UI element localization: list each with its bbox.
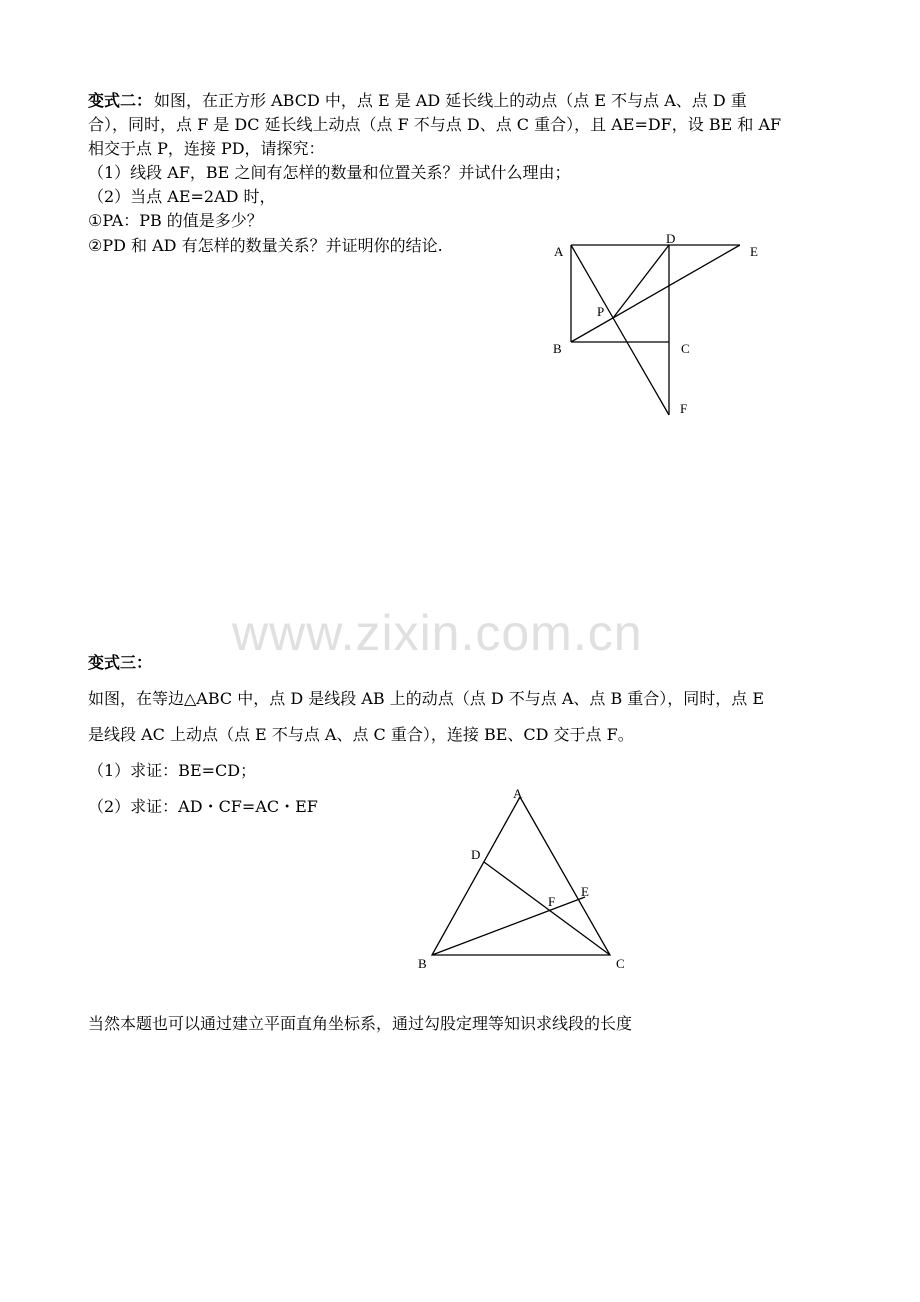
segment-PD <box>613 245 669 318</box>
label-C: C <box>616 956 625 971</box>
variant3-heading: 变式三： <box>88 653 153 672</box>
variant2-question-2-2: ②PD 和 AD 有怎样的数量关系？并证明你的结论. <box>88 236 443 255</box>
label-B: B <box>418 956 427 971</box>
label-D: D <box>666 231 676 246</box>
variant2-question-1: （1）线段 AF，BE 之间有怎样的数量和位置关系？并试什么理由； <box>88 163 571 182</box>
segment-BE <box>571 245 740 342</box>
label-F: F <box>680 401 688 416</box>
variant3-question-1: （1）求证：BE=CD； <box>88 761 257 780</box>
label-C: C <box>681 341 690 356</box>
variant2-question-2-1: ①PA：PB 的值是多少？ <box>88 211 263 230</box>
label-E: E <box>581 884 589 899</box>
variant3-question-2: （2）求证：AD・CF=AC・EF <box>88 797 318 816</box>
variant2-line-3: 相交于点 P，连接 PD，请探究： <box>88 139 325 158</box>
label-A: A <box>554 244 564 259</box>
label-B: B <box>553 341 562 356</box>
triangle-ABC <box>432 797 610 955</box>
label-A: A <box>513 786 523 801</box>
variant2-heading: 变式二： <box>88 91 153 110</box>
label-F: F <box>548 894 556 909</box>
watermark: www.zixin.com.cn <box>232 605 643 661</box>
label-E: E <box>750 244 758 259</box>
segment-CD <box>484 862 610 955</box>
footer-note: 当然本题也可以通过建立平面直角坐标系，通过勾股定理等知识求线段的长度 <box>88 1014 633 1033</box>
triangle-figure <box>410 780 640 975</box>
segment-BE <box>432 897 585 955</box>
label-D: D <box>471 847 481 862</box>
segment-AF <box>571 245 669 415</box>
variant2-question-2: （2）当点 AE=2AD 时， <box>88 187 276 206</box>
square-figure <box>540 225 780 425</box>
variant2-line-1: 如图，在正方形 ABCD 中，点 E 是 AD 延长线上的动点（点 E 不与点 A、点 D 重 <box>154 91 747 110</box>
label-P: P <box>597 304 605 319</box>
variant3-line-2: 是线段 AC 上动点（点 E 不与点 A、点 C 重合），连接 BE、CD 交于点 F。 <box>88 725 634 744</box>
variant2-line-2: 合），同时，点 F 是 DC 延长线上动点（点 F 不与点 D、点 C 重合），且 AE=DF，设 BE 和 AF <box>88 115 782 134</box>
variant3-line-1: 如图，在等边△ABC 中，点 D 是线段 AB 上的动点（点 D 不与点 A、点 B 重合），同时，点 E <box>88 689 765 708</box>
